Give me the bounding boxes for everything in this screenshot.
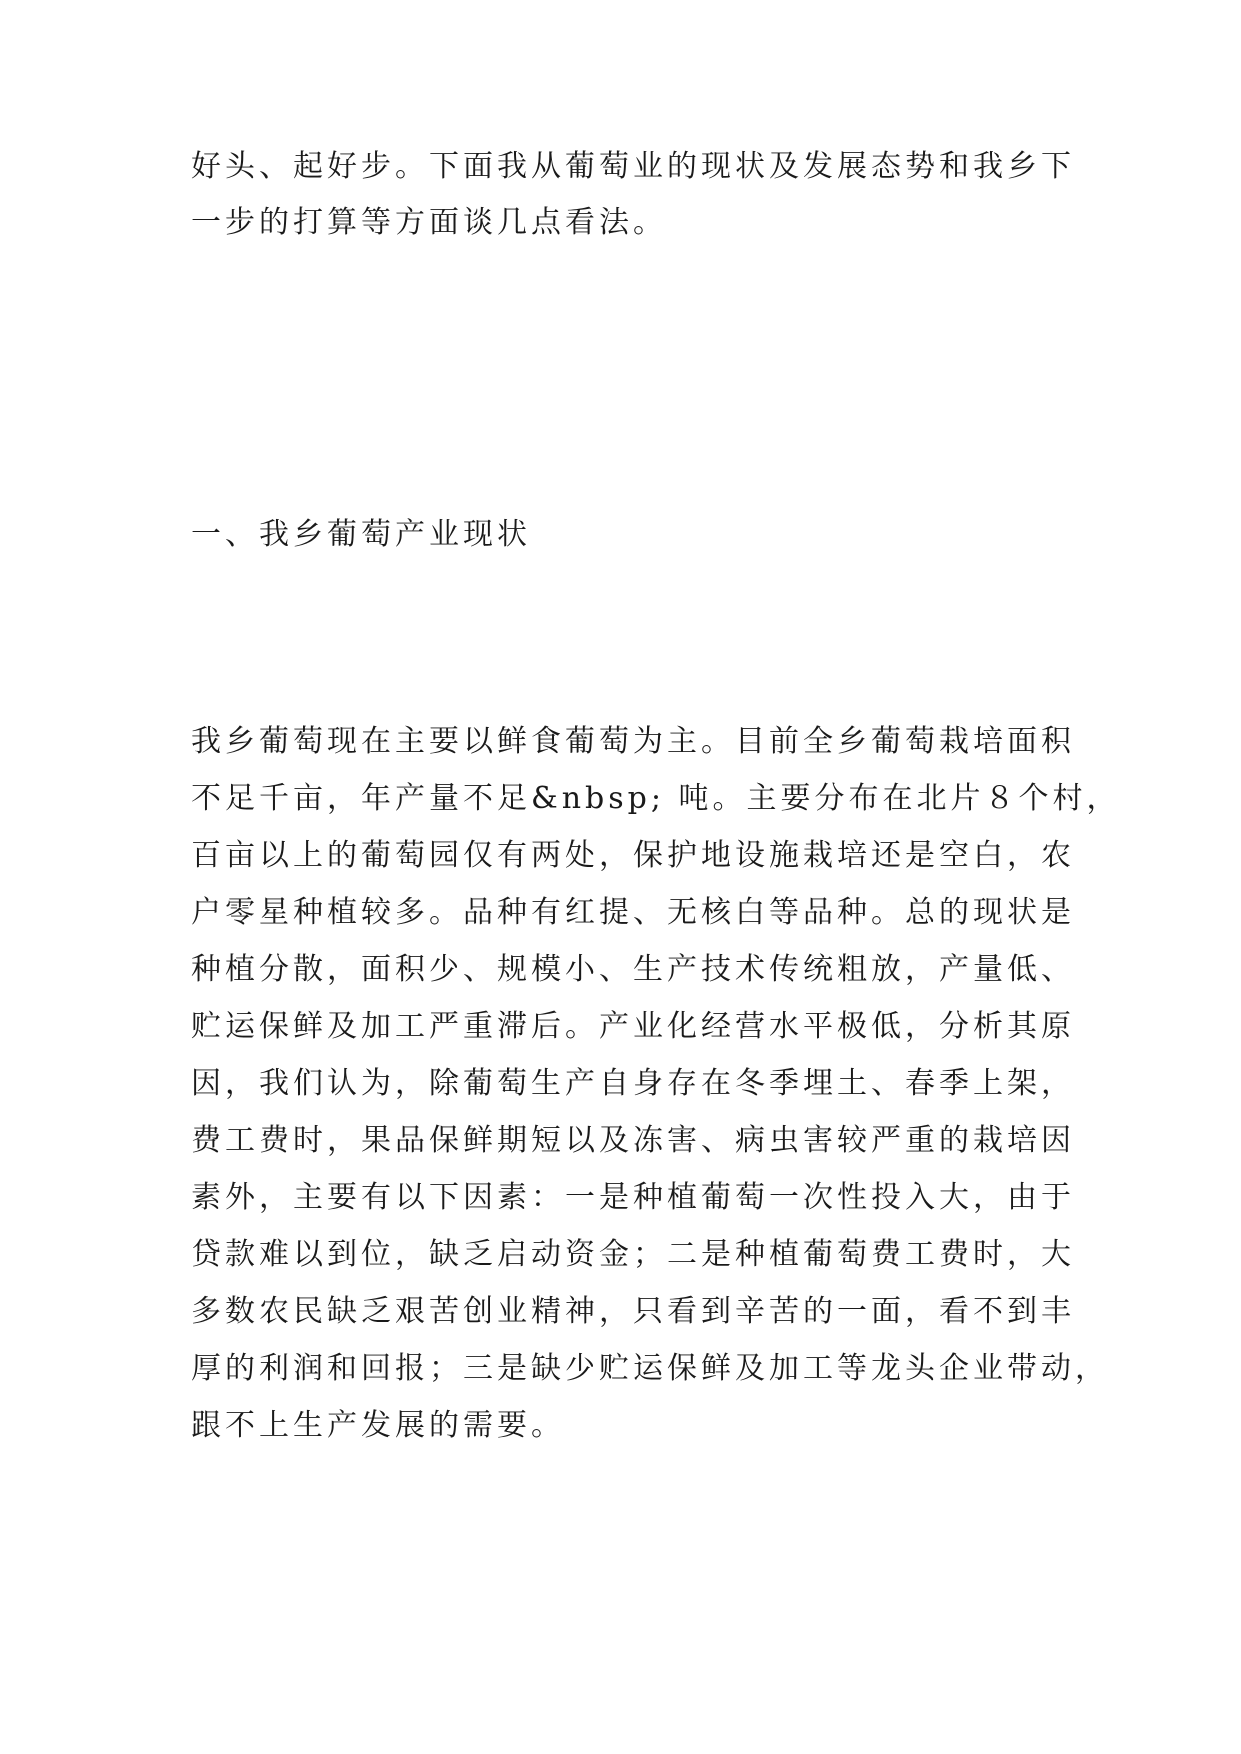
body-line: 跟不上生产发展的需要。 <box>191 1408 565 1443</box>
body-line: 百亩以上的葡萄园仅有两处，保护地设施栽培还是空白，农 <box>191 838 1075 873</box>
body-line: 多数农民缺乏艰苦创业精神，只看到辛苦的一面，看不到丰 <box>191 1294 1075 1329</box>
intro-line: 一步的打算等方面谈几点看法。 <box>191 205 667 240</box>
body-line: 贮运保鲜及加工严重滞后。产业化经营水平极低，分析其原 <box>191 1009 1075 1044</box>
intro-line: 好头、起好步。下面我从葡萄业的现状及发展态势和我乡下 <box>191 149 1075 184</box>
body-line: 不足千亩，年产量不足&nbsp; 吨。主要分布在北片８个村， <box>191 781 1121 816</box>
body-line: 厚的利润和回报；三是缺少贮运保鲜及加工等龙头企业带动， <box>191 1351 1109 1386</box>
body-line: 贷款难以到位，缺乏启动资金；二是种植葡萄费工费时，大 <box>191 1237 1075 1272</box>
body-line: 我乡葡萄现在主要以鲜食葡萄为主。目前全乡葡萄栽培面积 <box>191 724 1075 759</box>
body-line: 素外，主要有以下因素：一是种植葡萄一次性投入大，由于 <box>191 1180 1075 1215</box>
section-heading: 一、我乡葡萄产业现状 <box>191 517 531 552</box>
body-line: 费工费时，果品保鲜期短以及冻害、病虫害较严重的栽培因 <box>191 1123 1075 1158</box>
body-line: 因，我们认为，除葡萄生产自身存在冬季埋土、春季上架， <box>191 1066 1075 1101</box>
body-line: 户零星种植较多。品种有红提、无核白等品种。总的现状是 <box>191 895 1075 930</box>
body-line: 种植分散，面积少、规模小、生产技术传统粗放，产量低、 <box>191 952 1075 987</box>
